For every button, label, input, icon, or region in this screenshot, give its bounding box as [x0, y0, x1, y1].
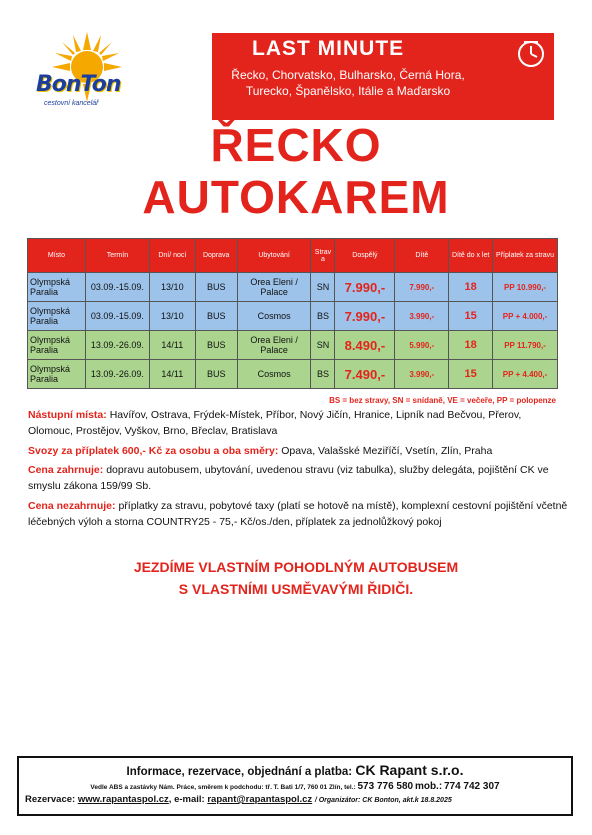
- pickup-text: Havířov, Ostrava, Frýdek-Místek, Příbor, Nový Jičín, Hranice, Lipník nad Bečvou, Přerov, Olomouc, Prostějov, Vyškov, Brno, Břeclav, Bratislava: [28, 409, 522, 437]
- footer-phone: 573 776 580: [357, 781, 414, 792]
- banner-title: LAST MINUTE: [252, 37, 405, 60]
- cell-stay: Orea Eleni / Palace: [237, 273, 311, 302]
- banner-line: Řecko, Chorvatsko, Bulharsko, Černá Hora,: [231, 68, 465, 82]
- header-board: Strav a: [311, 239, 335, 273]
- cell-transport: BUS: [195, 273, 237, 302]
- cell-days: 13/10: [149, 302, 195, 331]
- cell-child-age: 15: [449, 302, 493, 331]
- cell-adult-price: 8.490,-: [335, 331, 395, 360]
- footer-line-3: [25, 794, 565, 805]
- cell-child-age: 18: [449, 331, 493, 360]
- contact-footer: [17, 756, 573, 816]
- website-link[interactable]: www.rapantaspol.cz: [77, 794, 169, 805]
- cell-term: 13.09.-26.09.: [85, 331, 149, 360]
- header-child-age: Dítě do x let: [449, 239, 493, 273]
- cell-term: 03.09.-15.09.: [85, 302, 149, 331]
- pickup-label: Nástupní místa:: [28, 409, 107, 421]
- footer-mobile: 774 742 307: [443, 781, 500, 792]
- table-row: [28, 302, 558, 331]
- cell-board: BS: [311, 360, 335, 389]
- footer-company: CK Rapant s.r.o.: [355, 762, 464, 778]
- header-supplement: Příplatek za stravu: [493, 239, 558, 273]
- cell-place: Olympská Paralia: [28, 331, 86, 360]
- excludes-label: Cena nezahrnuje:: [28, 500, 116, 512]
- brand-subtitle: cestovní kancelář: [44, 100, 99, 107]
- cell-child-price: 3.990,-: [395, 360, 449, 389]
- cell-adult-price: 7.990,-: [335, 273, 395, 302]
- banner-line: Turecko, Španělsko, Itálie a Maďarsko: [245, 84, 451, 98]
- footer-line-1: [25, 762, 565, 778]
- cell-child-price: 3.990,-: [395, 302, 449, 331]
- footer-organizer: / Organizátor: CK Bonton, akt.k 18.8.2025: [314, 797, 452, 804]
- header-transport: Doprava: [195, 239, 237, 273]
- cell-adult-price: 7.990,-: [335, 302, 395, 331]
- cell-supplement: PP 11.790,-: [493, 331, 558, 360]
- cell-supplement: PP + 4.000,-: [493, 302, 558, 331]
- slogan: [0, 556, 592, 600]
- cell-transport: BUS: [195, 302, 237, 331]
- brand-name: BonTon: [36, 72, 121, 97]
- header-place: Místo: [28, 239, 86, 273]
- cell-adult-price: 7.490,-: [335, 360, 395, 389]
- footer-reservation-label: Rezervace:: [25, 794, 76, 805]
- cell-place: Olympská Paralia: [28, 273, 86, 302]
- cell-supplement: PP 10.990,-: [493, 273, 558, 302]
- cell-transport: BUS: [195, 360, 237, 389]
- cell-place: Olympská Paralia: [28, 302, 86, 331]
- slogan-line: S VLASTNÍMI USMĚVAVÝMI ŘIDIČI.: [178, 581, 414, 597]
- cell-board: BS: [311, 302, 335, 331]
- cell-days: 13/10: [149, 273, 195, 302]
- cell-stay: Cosmos: [237, 302, 311, 331]
- footer-email-label: , e-mail:: [168, 794, 205, 805]
- cell-board: SN: [311, 331, 335, 360]
- title-country: ŘECKO: [210, 119, 382, 171]
- extra-pickups: [28, 443, 568, 459]
- table-row: [28, 360, 558, 389]
- extra-label: Svozy za příplatek 600,- Kč za osobu a oba směry:: [28, 445, 279, 457]
- banner-destinations: [218, 67, 478, 99]
- table-row: [28, 273, 558, 302]
- cell-child-age: 15: [449, 360, 493, 389]
- cell-supplement: PP + 4.400,-: [493, 360, 558, 389]
- includes-text: dopravu autobusem, ubytování, uvedenou stravu (viz tabulka), služby delegáta, pojištění CK ve smyslu zákona 159/99 Sb.: [28, 464, 549, 492]
- cell-child-price: 7.990,-: [395, 273, 449, 302]
- cell-days: 14/11: [149, 331, 195, 360]
- price-excludes: [28, 498, 568, 530]
- cell-term: 03.09.-15.09.: [85, 273, 149, 302]
- cell-child-age: 18: [449, 273, 493, 302]
- cell-place: Olympská Paralia: [28, 360, 86, 389]
- includes-label: Cena zahrnuje:: [28, 464, 104, 476]
- cell-transport: BUS: [195, 331, 237, 360]
- footer-mobile-label: mob.:: [414, 781, 443, 792]
- pickup-points: [28, 407, 568, 439]
- last-minute-banner: [212, 33, 554, 120]
- cell-term: 13.09.-26.09.: [85, 360, 149, 389]
- cell-child-price: 5.990,-: [395, 331, 449, 360]
- header-stay: Ubytování: [237, 239, 311, 273]
- price-includes: [28, 462, 568, 494]
- board-legend: BS = bez stravy, SN = snídaně, VE = večeře, PP = polopenze: [329, 396, 556, 405]
- table-header-row: [28, 239, 558, 273]
- header-days: Dní/ nocí: [149, 239, 195, 273]
- tour-price-table: [27, 238, 558, 389]
- cell-days: 14/11: [149, 360, 195, 389]
- slogan-line: JEZDÍME VLASTNÍM POHODLNÝM AUTOBUSEM: [133, 559, 459, 575]
- clock-icon: [516, 39, 546, 69]
- table-row: [28, 331, 558, 360]
- header-adult: Dospělý: [335, 239, 395, 273]
- header-child: Dítě: [395, 239, 449, 273]
- email-link[interactable]: rapant@rapantaspol.cz: [207, 794, 313, 805]
- extra-text: Opava, Valašské Meziříčí, Vsetín, Zlín, Praha: [281, 445, 493, 457]
- excludes-text: příplatky za stravu, pobytové taxy (platí se hotově na místě), komplexní cestovní pojištění včetně léčebných výloh a storna COUNTRY25 - 75,- Kč/os./den, příplatek za jednolůžkový pokoj: [28, 500, 568, 528]
- footer-address: Vedle ABS a zastávky Nám. Práce, směrem k podchodu: tř. T. Bati 1/7, 760 01 Zlín, tel.:: [90, 784, 356, 791]
- bonton-logo: [30, 30, 140, 116]
- cell-stay: Orea Eleni / Palace: [237, 331, 311, 360]
- header-term: Termín: [85, 239, 149, 273]
- footer-info-label: Informace, rezervace, objednání a platba:: [126, 766, 353, 778]
- title-transport: AUTOKAREM: [142, 171, 450, 223]
- cell-board: SN: [311, 273, 335, 302]
- cell-stay: Cosmos: [237, 360, 311, 389]
- footer-line-2: [25, 781, 565, 792]
